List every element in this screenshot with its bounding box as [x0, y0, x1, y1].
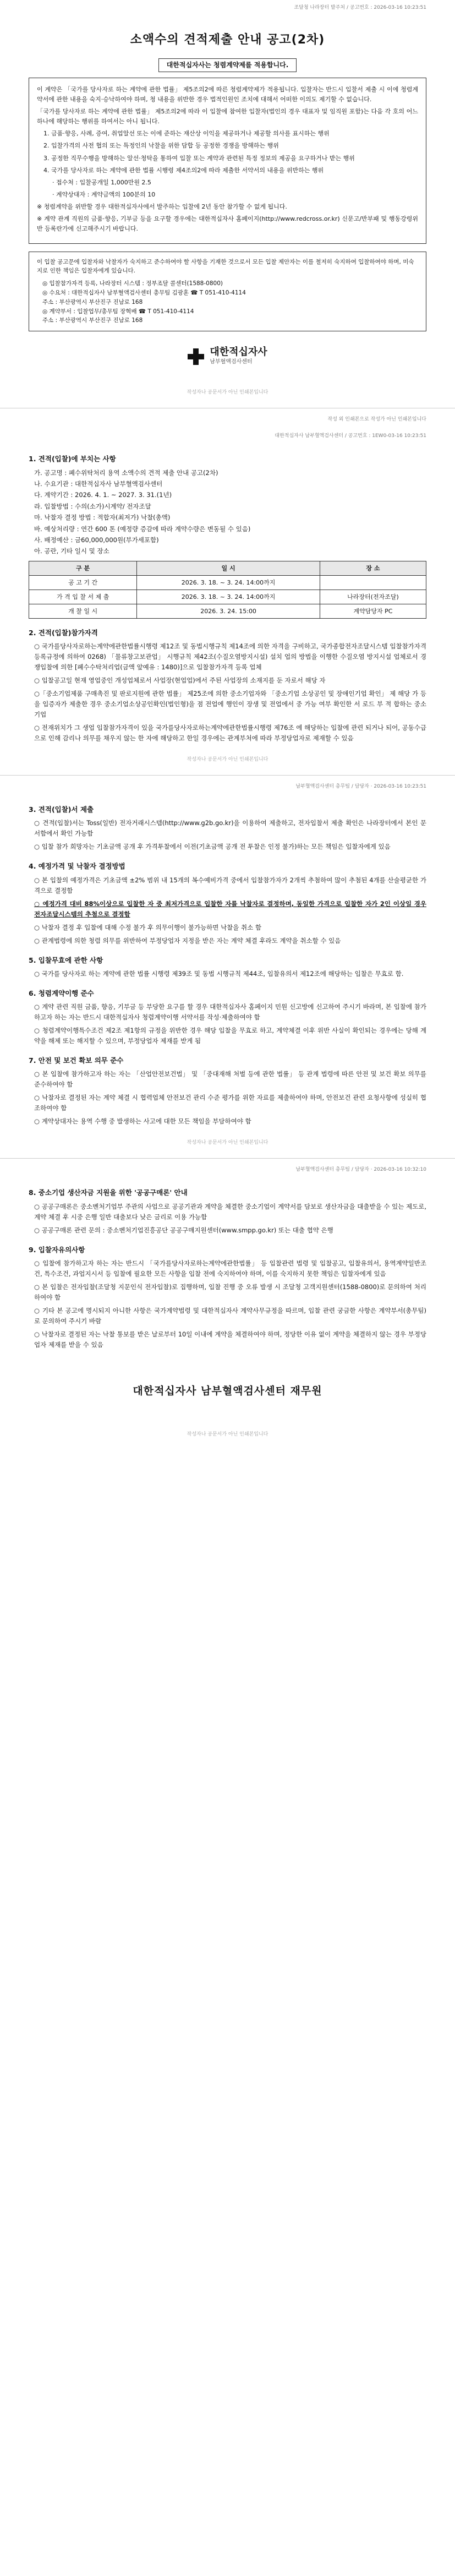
section-para: ○ 공공구매론 관련 문의 : 중소벤처기업진흥공단 공공구매지원센터(www.smpp.go.kr) 또는 대출 협약 은행 — [34, 1226, 333, 1234]
header-text: 남부혈액검사센터 총무팀 / 담당자 · 2026-03-16 10:23:51 — [295, 784, 426, 790]
table-cell: 가 격 입 찰 서 제 출 — [29, 590, 137, 604]
section-para: ○ 청렴계약이행특수조건 제2조 제1항의 규정을 위반한 경우 해당 입찰을 무효로 하고, 계약체결 이후 위반 사실이 확인되는 경우에는 당해 계약을 해제 또는 해지할 수 있으며, 부정당업자 제재를 받게 됨 — [34, 1027, 426, 1045]
section-para: ○ 국가를당사자로하는계약에관한법률시행령 제12조 및 동법시행규칙 제14조에 의한 자격을 구비하고, 국가종합전자조달시스템 입찰참가자격등록규정에 의하여 0268) 「물류창고보관업」 시행규칙 제42조(수질오염방지시설) 설치 업의 방법을 이행한 수질오염 방지시설 업체로서 경쟁입찰에 의한 [폐수수탁처리업(금액 앞예유 : 1480)]으로 입찰참가자격 등록 업체 — [34, 642, 426, 672]
table-cell: 2026. 3. 24. 15:00 — [137, 604, 320, 618]
section-item: 마. 낙찰자 결정 방법 : 적합자(최저가) 낙찰(총액) — [34, 514, 171, 522]
section-item: 나. 수요기관 : 대한적십자사 남부혈액검사센터 — [34, 480, 163, 488]
info-line: ◎ 입찰참가자격 등록, 나라장터 시스템 : 정부조달 콜센터(1588-0800) — [42, 280, 223, 287]
page-header — [29, 779, 426, 795]
notice-item: 3. 공정한 직무수행을 방해하는 알선·청탁을 통하여 입찰 또는 계약과 관련된 특정 정보의 제공을 요구하거나 받는 행위 — [43, 154, 355, 162]
section-para: ○ 본 입찰의 예정가격은 기초금액 ±2% 범위 내 15개의 복수예비가격 중에서 입찰참가자가 2개씩 추첨하여 많이 추첨된 4개를 산술평균한 가격으로 결정함 — [34, 876, 426, 894]
table-cell — [320, 575, 426, 590]
section-heading: 8. 중소기업 생산자금 지원을 위한 '공공구매론' 안내 — [29, 1188, 188, 1197]
notice-note: ※ 계약 관계 직원의 금품·향응, 기부금 등을 요구할 경우에는 대한적십자사 홈페이지(http://www.redcross.or.kr) 신문고/반부패 및 행동강령위반 등록란가에 신고해주시기 바랍니다. — [37, 215, 418, 233]
table-row — [29, 590, 426, 604]
org-name: 대한적십자사 — [210, 346, 267, 358]
page-title: 소액수의 견적제출 안내 공고(2차) — [130, 33, 325, 47]
section-item: 라. 입찰방법 : 수의(소가)시계약/ 전자조달 — [34, 502, 151, 510]
table-cell: 공 고 기 간 — [29, 575, 137, 590]
page-divider — [0, 1158, 455, 1159]
info-line: ◎ 수요처 : 대한적십자사 남부혈액검사센터 총무팀 김광훈 ☎ T 051-410-4114 — [42, 289, 246, 296]
notice-para: 이 계약은 「국가를 당사자로 하는 계약에 관한 법률」 제5조의2에 따른 청렴계약제가 적용됩니다. 입찰자는 반드시 입찰서 제출 시 이에 청렴계약서에 관한 내용을 숙지·승낙하여야 하며, 청 내용을 위반한 경우 법적인원인 조치에 대해서 어떠한 이의도 제기할 수 없습니다. — [37, 85, 418, 103]
section-item: 다. 계약기간 : 2026. 4. 1. ~ 2027. 3. 31.(1년) — [34, 491, 172, 499]
section-para-emphasis: ○ 예정가격 대비 88%이상으로 입찰한 자 중 최저가격으로 입찰한 자를 낙찰자로 결정하며, 동일한 가격으로 입찰한 자가 2인 이상일 경우 전자조달시스템의 추첨으로 결정함 — [34, 899, 426, 918]
section-para: ○ 국가를 당사자로 하는 계약에 관한 법률 시행령 제39조 및 동법 시행규칙 제44조, 입찰유의서 제12조에 해당하는 입찰은 무효로 함. — [34, 969, 404, 978]
page-footer: 작성자나 공문서가 아닌 인쇄본입니다 — [187, 390, 268, 396]
page-header — [29, 428, 426, 445]
section-para: ○ 전재위치가 그 생업 입찰참가자격이 있을 국가를당사자로하는계약에관한법률시행령 제76조 에 해당하는 입찰에 관련 되거나 되어, 공동수급으로 인해 감리나 의무를 채우지 않는 한 자에 해당하고 한일 경우에는 관계부처에 따라 부정당업자로 제재할 수 있음 — [34, 724, 426, 743]
page-footer: 작성자나 공문서가 아닌 인쇄본입니다 — [187, 757, 268, 763]
table-header-cell: 구 분 — [29, 561, 137, 575]
section-heading: 2. 견적(입찰)참가자격 — [29, 629, 98, 637]
issuer-signature: 대한적십자사 남부혈액검사센터 재무원 — [133, 1384, 322, 1397]
page-header — [29, 412, 426, 428]
header-note: 작성 외 인쇄본으로 작성가 아닌 인쇄본입니다 — [327, 417, 426, 423]
page-header — [29, 1162, 426, 1178]
table-header-row — [29, 561, 426, 575]
section-heading: 7. 안전 및 보건 확보 의무 준수 — [29, 1056, 124, 1065]
info-line: 주소 : 부산광역시 부산진구 진남로 168 — [42, 298, 143, 305]
notice-para: 「국가를 당사자로 하는 계약에 관한 법률」 제5조의2에 따라 이 입찰에 참여한 입찰자(법인의 경우 대표자 및 임직원 포함)는 다음 각 호의 어느 하나에 해당하는 행위를 하여서는 아니 됩니다. — [37, 107, 418, 125]
section-para: ○ 낙찰자로 결정된 자는 계약 체결 시 협력업체 안전보건 관리 수준 평가를 위한 자료를 제출하여야 하며, 안전보건 관련 요청사항에 성실히 협조하여야 함 — [34, 1094, 426, 1112]
info-line: 주소 : 부산광역시 부산진구 진남로 168 — [42, 317, 143, 324]
section-para: ○ 낙찰자로 결정된 자는 낙찰 통보를 받은 날로부터 10일 이내에 계약을 체결하여야 하며, 정당한 이유 없이 계약을 체결하지 않는 경우 부정당업자 제재를 받을 수 있음 — [34, 1330, 426, 1349]
notice-item: 2. 입찰가격의 사전 협의 또는 특정인의 낙찰을 위한 담합 등 공정한 경쟁을 방해하는 행위 — [43, 142, 279, 150]
section-para: ○ 공공구매론은 중소벤처기업부 주관의 사업으로 공공기관과 계약을 체결한 중소기업이 계약서를 담보로 생산자금을 대출받을 수 있는 제도로, 계약 체결 후 시중 은행 일반 대출보다 낮은 금리로 이용 가능함 — [34, 1202, 426, 1221]
header-text: 남부혈액검사센터 총무팀 / 담당자 · 2026-03-16 10:32:10 — [295, 1167, 426, 1173]
notice-item: 1. 금품·향응, 사례, 증여, 취업알선 또는 이에 준하는 재산상 이익을 제공하거나 제공할 의사를 표시하는 행위 — [43, 130, 330, 138]
contact-info-box — [29, 252, 426, 332]
header-text: 대한적십자사 남부혈액검사센터 / 공고번호 : 1EW0-03-16 10:23:51 — [275, 433, 426, 439]
section-para: ○ 입찰에 참가하고자 하는 자는 반드시 「국가를당사자로하는계약에관한법률」 등 입찰관련 법령 및 입찰공고, 입찰유의서, 용역계약일반조건, 특수조건, 과업지시서 등 입찰에 필요한 모든 사항을 입찰 전에 숙지하여야 하며, 이를 숙지하지 못한 책임은 입찰자에게 있음 — [34, 1259, 426, 1278]
notice-subitem: · 접수처 : 입찰공개일 1,000만원 2.5 — [52, 178, 151, 186]
section-para: ○ 본 입찰에 참가하고자 하는 자는 「산업안전보건법」 및 「중대재해 처벌 등에 관한 법률」 등 관계 법령에 따른 안전 및 보건 확보 의무를 준수하여야 함 — [34, 1070, 426, 1089]
schedule-table — [29, 561, 426, 619]
section-para: ○ 견적(입찰)서는 Toss(일반) 전자거래시스템(http://www.g2b.go.kr)을 이용하여 제출하고, 전자입찰서 제출 확인은 나라장터에서 본인 문서함에서 확인 가능함 — [34, 819, 426, 838]
page-divider — [0, 775, 455, 776]
page-footer: 작성자나 공문서가 아닌 인쇄본입니다 — [187, 1432, 268, 1438]
info-intro: 이 입찰 공고문에 입찰자와 낙찰자가 숙지하고 준수하여야 할 사항을 기재한 것으로서 모든 입찰 제안자는 이를 철저히 숙지하여 입찰하여야 하며, 미숙지로 인한 책임은 입찰자에게 있습니다. — [37, 258, 414, 275]
notice-subitem: · 계약상대자 : 계약금액의 100분의 10 — [52, 190, 156, 198]
section-heading: 6. 청렴계약이행 준수 — [29, 989, 94, 997]
section-para: ○ 낙찰자 결정 후 입찰에 대해 수정 불가 후 의무이행이 불가능하면 낙찰을 취소 함 — [34, 923, 262, 931]
table-header-cell: 일 시 — [137, 561, 320, 575]
section-para: ○ 관계법령에 의한 청렴 의무를 위반하여 부정당업자 지정을 받은 자는 계약 체결 후라도 계약을 취소할 수 있음 — [34, 936, 341, 945]
table-header-cell: 장 소 — [320, 561, 426, 575]
section-heading: 1. 견적(입찰)에 부치는 사항 — [29, 455, 116, 463]
section-item: 가. 공고명 : 폐수위탁처리 용역 소액수의 견적 제출 안내 공고(2차) — [34, 468, 218, 477]
section-para: ○ 기타 본 공고에 명시되지 아니한 사항은 국가계약법령 및 대한적십자사 계약사무규정을 따르며, 입찰 관련 궁금한 사항은 계약부서(총무팀)로 문의하여 주시기 바람 — [34, 1306, 426, 1325]
section-para: ○ 계약상대자는 용역 수행 중 발생하는 사고에 대한 모든 책임을 부담하여야 함 — [34, 1117, 251, 1126]
section-para: ○ 입찰 참가 희망자는 기초금액 공개 후 가격투찰에서 이전(기초금액 공개 전 투찰은 인정 불가)하는 모든 책임은 입찰자에게 있음 — [34, 843, 391, 851]
table-row — [29, 575, 426, 590]
section-para: ○「중소기업제품 구매촉진 및 판로지원에 관한 법률」 제25조에 의한 중소기업자와 「중소기업 소상공인 및 장애인기업 확인」 제 해당 가 등을 입증자가 제출한 경우 중소기업소상공인확인(법인형)을 점 전업에 행인이 장생 및 전업에서 중 가능 여부 확인한 서 로드 부 적 합하는 중소기업 — [34, 690, 426, 719]
section-heading: 4. 예정가격 및 낙찰자 결정방법 — [29, 862, 125, 871]
table-cell: 계약담당자 PC — [320, 604, 426, 618]
header-text: 조달청 나라장터 발주처 / 공고번호 : 2026-03-16 10:23:51 — [294, 5, 426, 11]
page-header — [29, 0, 426, 17]
notice-note: ※ 청렴계약을 위반할 경우 대한적십자사에서 발주하는 입찰에 2년 동안 참가할 수 없게 됩니다. — [37, 203, 287, 211]
org-emblem — [29, 347, 426, 366]
section-heading: 9. 입찰자유의사항 — [29, 1245, 85, 1254]
integrity-badge-wrap — [29, 58, 426, 72]
page-footer: 작성자나 공문서가 아닌 인쇄본입니다 — [187, 1140, 268, 1146]
section-para: ○ 본 입찰은 전자입찰(조달청 지문인식 전자입찰)로 집행하며, 입찰 진행 중 오류 발생 시 조달청 고객지원센터(1588-0800)로 문의하여 처리하여야 함 — [34, 1282, 426, 1301]
table-cell: 나라장터(전자조달) — [320, 590, 426, 604]
info-line: ◎ 계약부서 : 입찰업무/총무팀 장혁배 ☎ T 051-410-4114 — [42, 308, 194, 315]
org-subname: 남부혈액검사센터 — [210, 358, 253, 365]
table-cell: 개 찰 일 시 — [29, 604, 137, 618]
red-cross-icon — [188, 348, 204, 365]
table-row — [29, 604, 426, 618]
section-item: 사. 배정예산 : 금60,000,000원(부가세포함) — [34, 536, 159, 544]
section-para: ○ 계약 관련 직원 금품, 향응, 기부금 등 부당한 요구를 할 경우 대한적십자사 홈페이지 민원 신고방에 신고하여 주시기 바라며, 본 입찰에 참가하고자 하는 자는 반드시 대한적십자사 청렴계약이행 서약서를 작성·제출하여야 함 — [34, 1003, 426, 1022]
section-heading: 3. 견적(입찰)서 제출 — [29, 805, 94, 814]
integrity-notice-box — [29, 78, 426, 244]
notice-item: 4. 국가를 당사자로 하는 계약에 관한 법률 시행령 제4조의2에 따라 제출한 서약서의 내용을 위반하는 행위 — [43, 166, 324, 174]
section-para: ○ 입찰공고일 현재 영업중인 개성업체로서 사업장(현업업)에서 주된 사업장의 소재지를 둔 자로서 해당 자 — [34, 676, 326, 685]
section-item: 바. 예상처리량 : 연간 600 톤 (예정량 증감에 따라 계약수량은 변동될 수 있음) — [34, 525, 251, 533]
table-cell: 2026. 3. 18. ~ 3. 24. 14:00까지 — [137, 590, 320, 604]
section-item: 아. 공란, 기타 일시 및 장소 — [34, 547, 109, 555]
table-cell: 2026. 3. 18. ~ 3. 24. 14:00까지 — [137, 575, 320, 590]
integrity-badge: 대한적십자사는 청렴계약제를 적용합니다. — [158, 58, 297, 72]
section-heading: 5. 입찰무효에 관한 사항 — [29, 956, 103, 964]
